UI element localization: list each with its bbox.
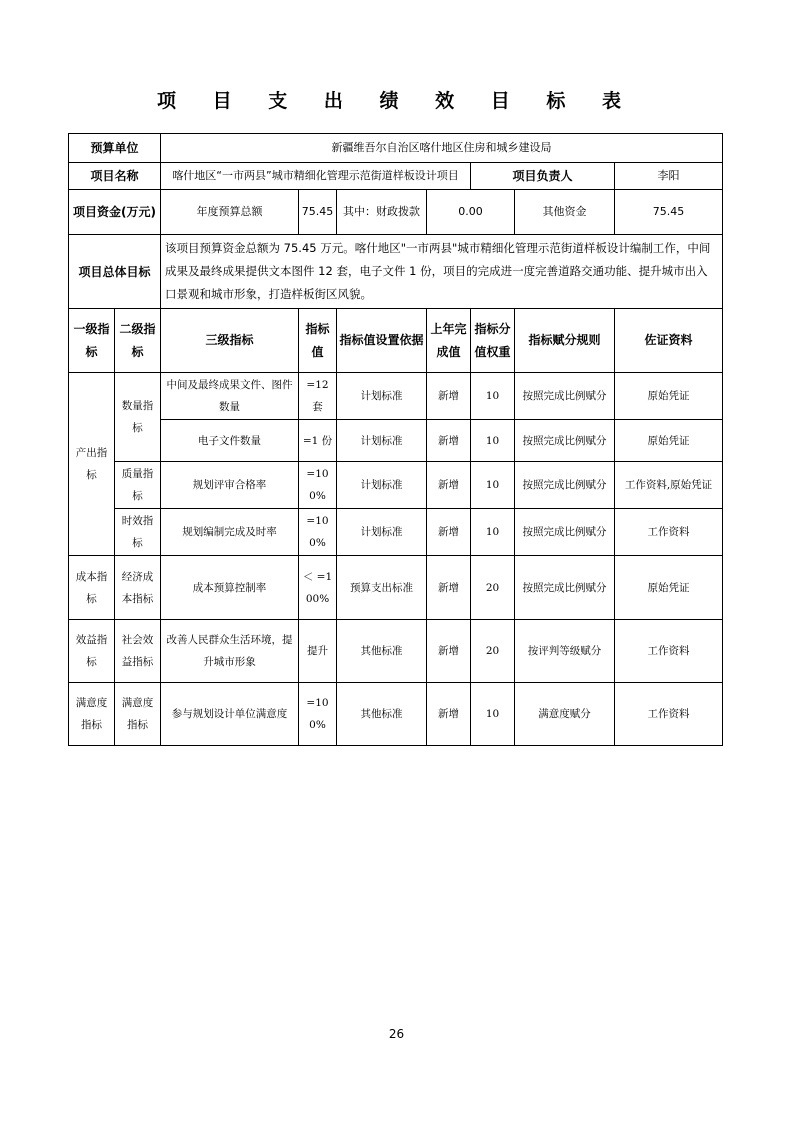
- evidence-cell: 原始凭证: [615, 420, 723, 462]
- table-row: [69, 556, 723, 620]
- indicator-cell: 中间及最终成果文件、图件数量: [161, 373, 299, 420]
- table-row: [69, 420, 723, 462]
- value-cell: ＜ =100%: [299, 556, 337, 620]
- subgroup-social-benefit: 社会效益指标: [115, 620, 161, 683]
- table-row: [69, 373, 723, 420]
- weight-cell: 20: [471, 620, 515, 683]
- subgroup-quality: 质量指标: [115, 462, 161, 509]
- rule-cell: 按照完成比例赋分: [515, 462, 615, 509]
- value-cell: =12 套: [299, 373, 337, 420]
- last-year-cell: 新增: [427, 462, 471, 509]
- rule-cell: 按评判等级赋分: [515, 620, 615, 683]
- rule-cell: 按照完成比例赋分: [515, 509, 615, 556]
- weight-cell: 10: [471, 462, 515, 509]
- weight-cell: 10: [471, 373, 515, 420]
- last-year-cell: 新增: [427, 620, 471, 683]
- weight-cell: 10: [471, 683, 515, 746]
- budget-unit-value: 新疆维吾尔自治区喀什地区住房和城乡建设局: [161, 134, 723, 163]
- funds-label: 项目资金(万元): [69, 190, 161, 235]
- basis-cell: 其他标准: [337, 683, 427, 746]
- annual-budget-label: 年度预算总额: [161, 190, 299, 235]
- table-row: [69, 462, 723, 509]
- table-row: [69, 683, 723, 746]
- column-header: 指标值: [299, 309, 337, 373]
- project-name-label: 项目名称: [69, 163, 161, 190]
- subgroup-satisfaction: 满意度指标: [115, 683, 161, 746]
- project-funds-row: [69, 190, 723, 235]
- table-row: [69, 620, 723, 683]
- indicator-cell: 规划编制完成及时率: [161, 509, 299, 556]
- basis-cell: 计划标准: [337, 373, 427, 420]
- column-header-row: [69, 309, 723, 373]
- overall-goal-value: 该项目预算资金总额为 75.45 万元。喀什地区"一市两县"城市精细化管理示范街道样板设计编制工作，中间成果及最终成果提供文本图件 12 套，电子文件 1 份，项目的完成进一度完善道路交通功能、提升城市出入口景观和城市形象，打造样板街区风貌。: [161, 235, 723, 309]
- project-name-row: [69, 163, 723, 190]
- column-header: 上年完成值: [427, 309, 471, 373]
- column-header: 二级指标: [115, 309, 161, 373]
- last-year-cell: 新增: [427, 420, 471, 462]
- group-cost: 成本指标: [69, 556, 115, 620]
- indicator-cell: 电子文件数量: [161, 420, 299, 462]
- weight-cell: 10: [471, 420, 515, 462]
- basis-cell: 计划标准: [337, 462, 427, 509]
- group-satisfaction: 满意度指标: [69, 683, 115, 746]
- project-leader-label: 项目负责人: [471, 163, 615, 190]
- evidence-cell: 原始凭证: [615, 373, 723, 420]
- indicator-cell: 成本预算控制率: [161, 556, 299, 620]
- column-header: 指标值设置依据: [337, 309, 427, 373]
- other-funds-label: 其他资金: [515, 190, 615, 235]
- column-header: 佐证资料: [615, 309, 723, 373]
- last-year-cell: 新增: [427, 683, 471, 746]
- rule-cell: 按照完成比例赋分: [515, 556, 615, 620]
- rule-cell: 按照完成比例赋分: [515, 420, 615, 462]
- budget-unit-row: [69, 134, 723, 163]
- weight-cell: 10: [471, 509, 515, 556]
- column-header: 指标赋分规则: [515, 309, 615, 373]
- subgroup-economic-cost: 经济成本指标: [115, 556, 161, 620]
- value-cell: 提升: [299, 620, 337, 683]
- rule-cell: 按照完成比例赋分: [515, 373, 615, 420]
- overall-goal-row: [69, 235, 723, 309]
- last-year-cell: 新增: [427, 373, 471, 420]
- value-cell: =100%: [299, 683, 337, 746]
- evidence-cell: 工作资料: [615, 620, 723, 683]
- budget-unit-label: 预算单位: [69, 134, 161, 163]
- value-cell: =100%: [299, 462, 337, 509]
- annual-budget-value: 75.45: [299, 190, 337, 235]
- subgroup-quantity: 数量指标: [115, 373, 161, 462]
- fiscal-value: 0.00: [427, 190, 515, 235]
- page-title: 项 目 支 出 绩 效 目 标 表: [157, 90, 636, 112]
- value-cell: =100%: [299, 509, 337, 556]
- project-name-value: 喀什地区“一市两县”城市精细化管理示范街道样板设计项目: [161, 163, 471, 190]
- basis-cell: 其他标准: [337, 620, 427, 683]
- column-header: 一级指标: [69, 309, 115, 373]
- column-header: 三级指标: [161, 309, 299, 373]
- rule-cell: 满意度赋分: [515, 683, 615, 746]
- weight-cell: 20: [471, 556, 515, 620]
- overall-goal-label: 项目总体目标: [69, 235, 161, 309]
- evidence-cell: 工作资料,原始凭证: [615, 462, 723, 509]
- last-year-cell: 新增: [427, 509, 471, 556]
- evidence-cell: 工作资料: [615, 683, 723, 746]
- value-cell: =1 份: [299, 420, 337, 462]
- evidence-cell: 工作资料: [615, 509, 723, 556]
- evidence-cell: 原始凭证: [615, 556, 723, 620]
- project-leader-value: 李阳: [615, 163, 723, 190]
- other-funds-value: 75.45: [615, 190, 723, 235]
- performance-target-table: [68, 133, 723, 746]
- page-number: 26: [388, 1027, 405, 1041]
- basis-cell: 计划标准: [337, 420, 427, 462]
- indicator-cell: 改善人民群众生活环境，提升城市形象: [161, 620, 299, 683]
- basis-cell: 计划标准: [337, 509, 427, 556]
- group-output: 产出指标: [69, 373, 115, 556]
- fiscal-label: 其中：财政拨款: [337, 190, 427, 235]
- basis-cell: 预算支出标准: [337, 556, 427, 620]
- indicator-cell: 规划评审合格率: [161, 462, 299, 509]
- subgroup-timeliness: 时效指标: [115, 509, 161, 556]
- column-header: 指标分值权重: [471, 309, 515, 373]
- last-year-cell: 新增: [427, 556, 471, 620]
- table-row: [69, 509, 723, 556]
- indicator-cell: 参与规划设计单位满意度: [161, 683, 299, 746]
- group-benefit: 效益指标: [69, 620, 115, 683]
